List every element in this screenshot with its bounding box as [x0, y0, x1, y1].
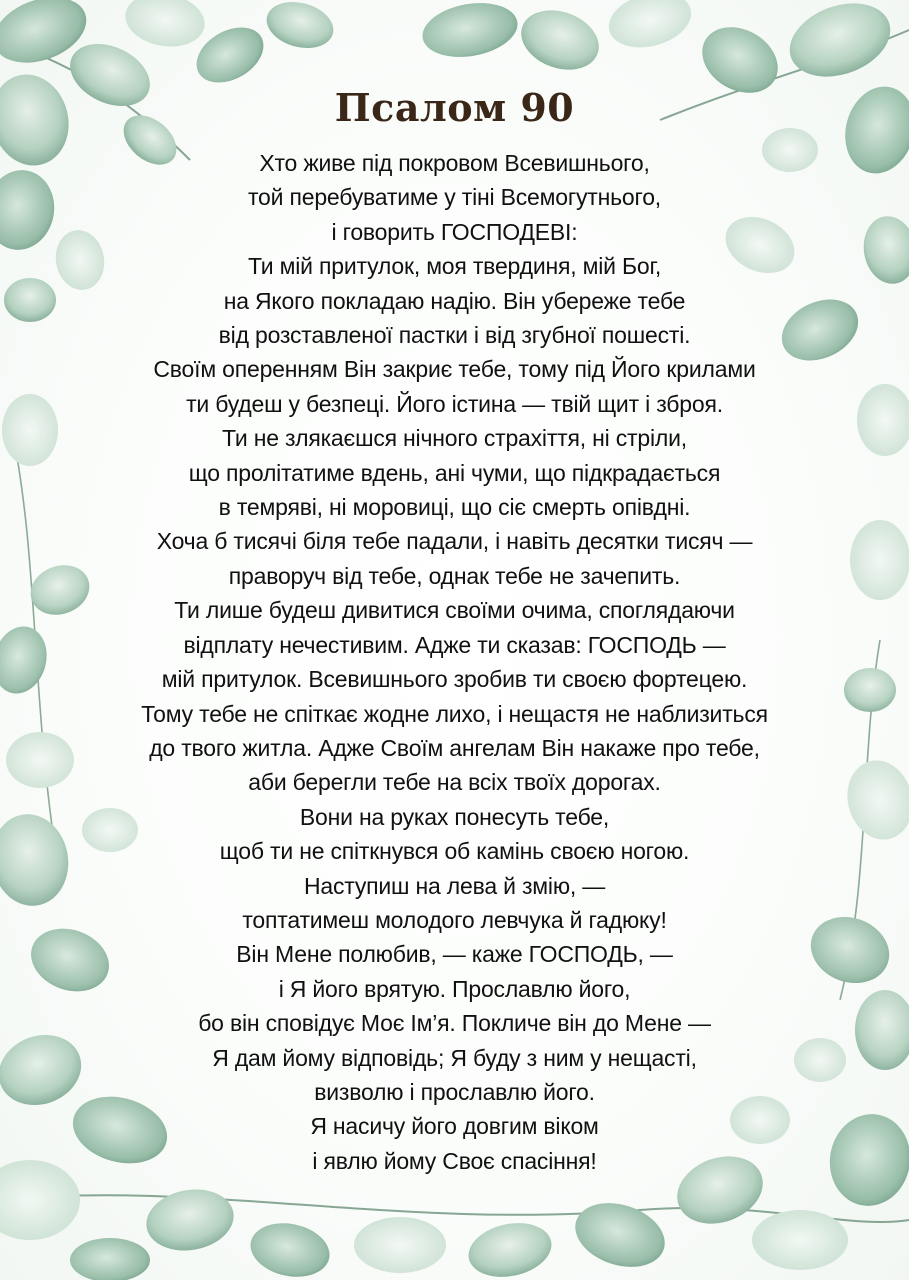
verse-line: Ти мій притулок, моя твердиня, мій Бог, [247, 253, 662, 280]
verse-line: Він Мене полюбив, — каже ГОСПОДЬ, — [236, 941, 673, 968]
verse-line: визволю і прославлю його. [314, 1078, 595, 1105]
verse-line: Хто живе під покровом Всевишнього, [259, 150, 650, 176]
verse-line: аби берегли тебе на всіх твоїх дорогах. [248, 769, 661, 796]
verse-line: і Я його врятую. Прославлю його, [278, 975, 631, 1002]
verse-line: той перебуватиме у тіні Всемогутнього, [247, 184, 661, 211]
verse-line: Ти не злякаєшся нічного страхіття, ні стріли, [222, 425, 687, 452]
verse-line: і говорить ГОСПОДЕВІ: [331, 218, 578, 245]
verse-line: Вони на руках понесуть тебе, [299, 803, 610, 830]
verse-line: від розставленої пастки і від згубної пошесті. [218, 322, 691, 349]
verse-line: Наступиш на лева й змію, — [303, 872, 606, 899]
psalm-content [40, 84, 869, 1178]
verse-line: Своїм опеpенням Він закриє тебе, тому під Його крилами [153, 356, 756, 383]
verse-line: бо він сповідує Моє Ім’я. Покличе він до Мене — [198, 1010, 711, 1037]
verse-line: відплату нечестивим. Адже ти сказав: ГОСПОДЬ — [183, 631, 726, 658]
verse-line: і явлю йому Своє спасіння! [312, 1147, 597, 1174]
verse-line: в темряві, ні моровиці, що сіє смерть опівдні. [218, 494, 691, 521]
verse-line: Ти лише будеш дивитися своїми очима, споглядаючи [174, 597, 735, 624]
verse-line: топтатимеш молодого левчука й гадюку! [242, 906, 667, 933]
psalm-title: Псалом 90 [334, 85, 575, 130]
verse-line: щоб ти не спіткнувся об камінь своєю ногою. [219, 838, 690, 865]
verse-line: мій притулок. Всевишнього зробив ти своєю фортецею. [161, 666, 748, 693]
psalm-text [40, 146, 869, 1178]
verse-line: що пролітатиме вдень, ані чуми, що підкрадається [188, 459, 721, 486]
verse-line: Тому тебе не спіткає жодне лихо, і нещастя не наблизиться [141, 700, 768, 727]
verse-line: Я насичу його довгим віком [310, 1113, 599, 1140]
verse-line: праворуч від тебе, однак тебе не зачепить. [228, 562, 681, 589]
verse-line: на Якого покладаю надію. Він убереже тебе [223, 287, 686, 314]
verse-line: Хоча б тисячі біля тебе падали, і навіть десятки тисяч — [156, 528, 753, 555]
verse-line: ти будеш у безпеці. Його істина — твій щит і зброя. [186, 390, 723, 417]
verse-line: до твого житла. Адже Своїм ангелам Він накаже про тебе, [149, 734, 760, 761]
verse-line: Я дам йому відповідь; Я буду з ним у нещасті, [212, 1044, 697, 1071]
